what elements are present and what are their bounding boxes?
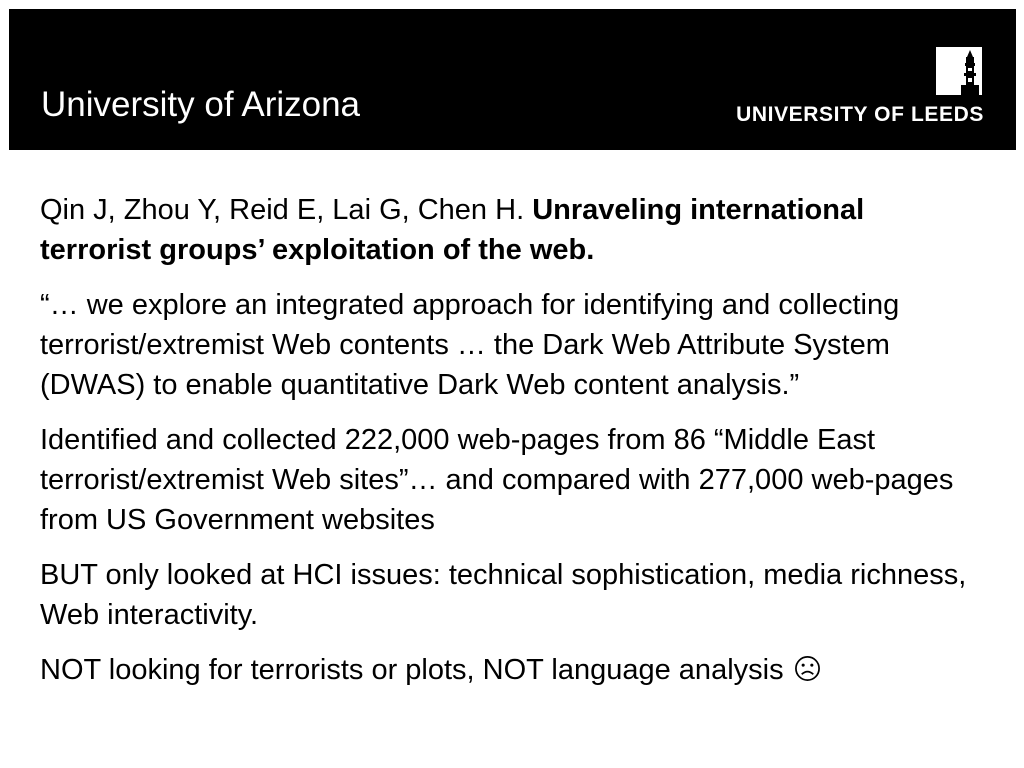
citation-authors: Qin J, Zhou Y, Reid E, Lai G, Chen H. — [40, 194, 533, 226]
logo-text: UNIVERSITY OF LEEDS — [736, 103, 984, 126]
header-title: University of Arizona — [41, 85, 361, 124]
finding-paragraph: Identified and collected 222,000 web-pages from 86 “Middle East terrorist/extremist Web sites”… and compared with 277,000 web-pages from US Government websites — [40, 424, 954, 536]
citation-paragraph — [40, 190, 980, 270]
limitation-paragraph: BUT only looked at HCI issues: technical sophistication, media richness, Web interactivity. — [40, 559, 967, 631]
not-looking-paragraph — [40, 650, 980, 690]
not-looking-text: NOT looking for terrorists or plots, NOT language analysis — [40, 654, 792, 686]
slide-body — [40, 190, 980, 705]
header-banner — [9, 9, 1016, 150]
quote-paragraph: “… we explore an integrated approach for identifying and collecting terrorist/extremist Web contents … the Dark Web Attribute System (DWAS) to enable quantitative Dark Web content analysis.” — [40, 289, 900, 401]
university-of-leeds-logo — [724, 47, 984, 127]
citation-title: Unraveling international terrorist groups’ exploitation of the web. — [40, 194, 865, 266]
leeds-tower-icon — [936, 47, 982, 95]
frowning-face-icon — [794, 655, 821, 682]
